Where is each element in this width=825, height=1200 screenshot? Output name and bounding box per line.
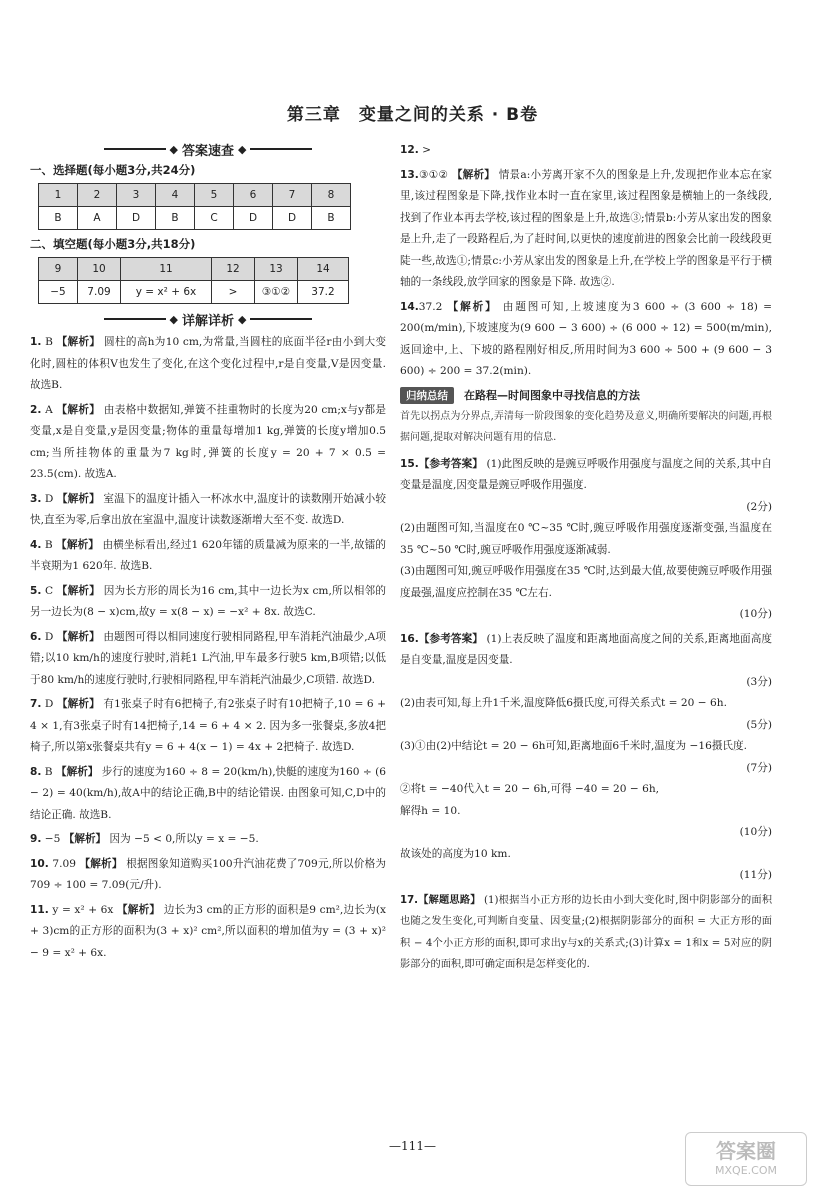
table-cell: 9 xyxy=(39,258,78,281)
left-column xyxy=(30,140,386,967)
solution-item: 11. y = x² + 6x 【解析】 边长为3 cm的正方形的面积是9 cm²,边长为(x + 3)cm的正方形的面积为(3 + x)² cm²,所以面积的增加值为y = (3 + x)² − 9 = x² + 6x. xyxy=(30,903,386,959)
q16: 16.【参考答案】 (1)上表反映了温度和距离地面高度之间的关系,距离地面高度是自变量,温度是因变量. (3分) (2)由表可知,每上升1千米,温度降低6摄氏度,可得关系式t = 20 − 6h. (5分) (3)①由(2)中结论t = 20 − 6h可知,距离地面6千米时,温度为 −16摄氏度. (7分) ②将t = −40代入t = 20 − 6h,可得 −40 = 20 − 6h, 解得h = 10. (10分) 故该处的高度为10 km. (11分) xyxy=(400,632,773,881)
table-cell: C xyxy=(195,207,234,230)
solution-item: 2. A 【解析】 由表格中数据知,弹簧不挂重物时的长度为20 cm;x与y都是变量,x是自变量,y是因变量;物体的重量每增加1 kg,弹簧的长度y增加0.5 cm;当所挂物体的重量为7 kg时,弹簧的长度y = 20 + 7 × 0.5 = 23.5(cm). 故选A. xyxy=(30,403,386,480)
solution-item: 4. B 【解析】 由横坐标看出,经过1 620年镭的质量减为原来的一半,故镭的半衰期为1 620年. 故选B. xyxy=(30,538,387,572)
table-cell: D xyxy=(273,207,312,230)
solution-item: 1. B 【解析】 圆柱的高h为10 cm,为常量,当圆柱的底面半径r由小到大变化时,圆柱的体积V也发生了变化,在这个变化过程中,r是自变量,V是因变量. 故选B. xyxy=(30,336,387,391)
table-cell: > xyxy=(212,281,255,304)
left-solutions xyxy=(30,332,386,964)
q14: 14.37.2 【解析】 由题图可知,上坡速度为3 600 ÷ (3 600 ÷ 18) = 200(m/min),下坡速度为(9 600 − 3 600) ÷ (6 000 ÷ 12) = 500(m/min),返回途中,上、下坡的路程刚好相反,所用时间为3 600 ÷ 500 + (9 600 − 3 600) ÷ 200 = 37.2(min). xyxy=(400,300,773,377)
table-cell: 8 xyxy=(312,184,351,207)
table-cell: 11 xyxy=(121,258,212,281)
fill-answer-table xyxy=(38,257,349,304)
table-cell: A xyxy=(78,207,117,230)
table-cell: 4 xyxy=(156,184,195,207)
table-cell: B xyxy=(156,207,195,230)
table-cell: y = x² + 6x xyxy=(121,281,212,304)
table-cell: 37.2 xyxy=(298,281,349,304)
solution-item: 8. B 【解析】 步行的速度为160 ÷ 8 = 20(km/h),快艇的速度为160 ÷ (6 − 2) = 40(km/h),故A中的结论正确,B中的结论错误. 由图象可知,C,D中的结论正确. 故选B. xyxy=(30,765,387,821)
table-cell: 10 xyxy=(78,258,121,281)
q13: 13.③①② 【解析】 情景a:小芳离开家不久的图象是上升,发现把作业本忘在家里,该过程图象是下降,找作业本时一直在家里,该过程图象是横轴上的一条线段,找到了作业本再去学校,该过程的图象是上升,故选③;情景b:小芳从家出发的图象是上升,走了一段路程后,为了赶时间,以更快的速度前进的图象会比前一段线段更陡一些,故选①;情景c:小芳从家出发的图象是上升,在学校上学的图象是平行于横轴的一条线段,放学回家的图象是下降. 故选②. xyxy=(400,168,773,288)
page-number: —111— xyxy=(389,1139,436,1153)
table-cell: 2 xyxy=(78,184,117,207)
detail-header: ◆ 详解详析 ◆ xyxy=(30,310,386,328)
table-cell: 3 xyxy=(117,184,156,207)
watermark-logo: 答案圈 MXQE.COM xyxy=(685,1132,807,1186)
page-title: 第三章 变量之间的关系 · B卷 xyxy=(286,105,539,125)
solution-item: 10. 7.09 【解析】 根据图象知道购买100升汽油花费了709元,所以价格为709 ÷ 100 = 7.09(元/升). xyxy=(30,857,386,891)
table-cell: D xyxy=(117,207,156,230)
table-cell: 13 xyxy=(255,258,298,281)
solution-item: 7. D 【解析】 有1张桌子时有6把椅子,有2张桌子时有10把椅子,10 = 6 + 4 × 1,有3张桌子时有14把椅子,14 = 6 + 4 × 2. 因为多一张餐桌,多放4把椅子,所以第x张餐桌共有y = 6 + 4(x − 1) = 4x + 2把椅子. 故选D. xyxy=(30,698,387,753)
choice-answer-table xyxy=(38,183,351,230)
tip-badge: 归纳总结 xyxy=(400,387,454,404)
tip-text: 首先以拐点为分界点,弄清每一阶段图象的变化趋势及意义,明确所要解决的问题,再根据问题,提取对解决问题有用的信息. xyxy=(400,410,772,443)
solution-item: 9. −5 【解析】 因为 −5 < 0,所以y = x = −5. xyxy=(30,833,259,845)
answer-quick-header: ◆ 答案速查 ◆ xyxy=(30,140,386,158)
table-cell: 7.09 xyxy=(78,281,121,304)
table-cell: ③①② xyxy=(255,281,298,304)
table-cell: 5 xyxy=(195,184,234,207)
table-cell: −5 xyxy=(39,281,78,304)
q12: 12. > xyxy=(400,144,432,156)
table-cell: 1 xyxy=(39,184,78,207)
fill-label: 二、填空题(每小题3分,共18分) xyxy=(30,237,196,251)
table-cell: D xyxy=(234,207,273,230)
tip-title: 在路程—时间图象中寻找信息的方法 xyxy=(464,389,640,402)
table-cell: B xyxy=(39,207,78,230)
table-cell: B xyxy=(312,207,351,230)
table-cell: 6 xyxy=(234,184,273,207)
solution-item: 3. D 【解析】 室温下的温度计插入一杯冰水中,温度计的读数刚开始减小较快,直至为零,后拿出放在室温中,温度计读数逐渐增大至不变. 故选D. xyxy=(30,492,386,526)
right-column xyxy=(400,140,772,979)
solution-item: 6. D 【解析】 由题图可得以相同速度行驶相同路程,甲车消耗汽油最少,A项错;以10 km/h的速度行驶时,消耗1 L汽油,甲车最多行驶5 km,B项错;以低于80 km/h的速度行驶时,行驶相同路程,甲车消耗汽油最少,C项错. 故选D. xyxy=(30,630,386,686)
solution-item: 5. C 【解析】 因为长方形的周长为16 cm,其中一边长为x cm,所以相邻的另一边长为(8 − x)cm,故y = x(8 − x) = −x² + 8x. 故选C. xyxy=(30,584,386,618)
q17: 17.【解题思路】 (1)根据当小正方形的边长由小到大变化时,图中阴影部分的面积也随之发生变化,可判断自变量、因变量;(2)根据阴影部分的面积 = 大正方形的面积 − 4个小正方形的面积,即可求出y与x的关系式;(3)计算x = 1和x = 5对应的阴影部分的面积,即可确定面积是怎样变化的. xyxy=(400,894,773,970)
table-cell: 14 xyxy=(298,258,349,281)
q15: 15.【参考答案】 (1)此图反映的是豌豆呼吸作用强度与温度之间的关系,其中自变量是温度,因变量是豌豆呼吸作用强度. (2分) (2)由题图可知,当温度在0 ℃~35 ℃时,豌豆呼吸作用强度逐渐变强,当温度在35 ℃~50 ℃时,豌豆呼吸作用强度逐渐减弱. (3)由题图可知,豌豆呼吸作用强度在35 ℃时,达到最大值,故要使豌豆呼吸作用强度最强,温度应控制在35 ℃左右. (10分) xyxy=(400,457,773,620)
table-cell: 7 xyxy=(273,184,312,207)
choice-label: 一、选择题(每小题3分,共24分) xyxy=(30,163,196,177)
tip-heading xyxy=(400,387,772,404)
table-cell: 12 xyxy=(212,258,255,281)
